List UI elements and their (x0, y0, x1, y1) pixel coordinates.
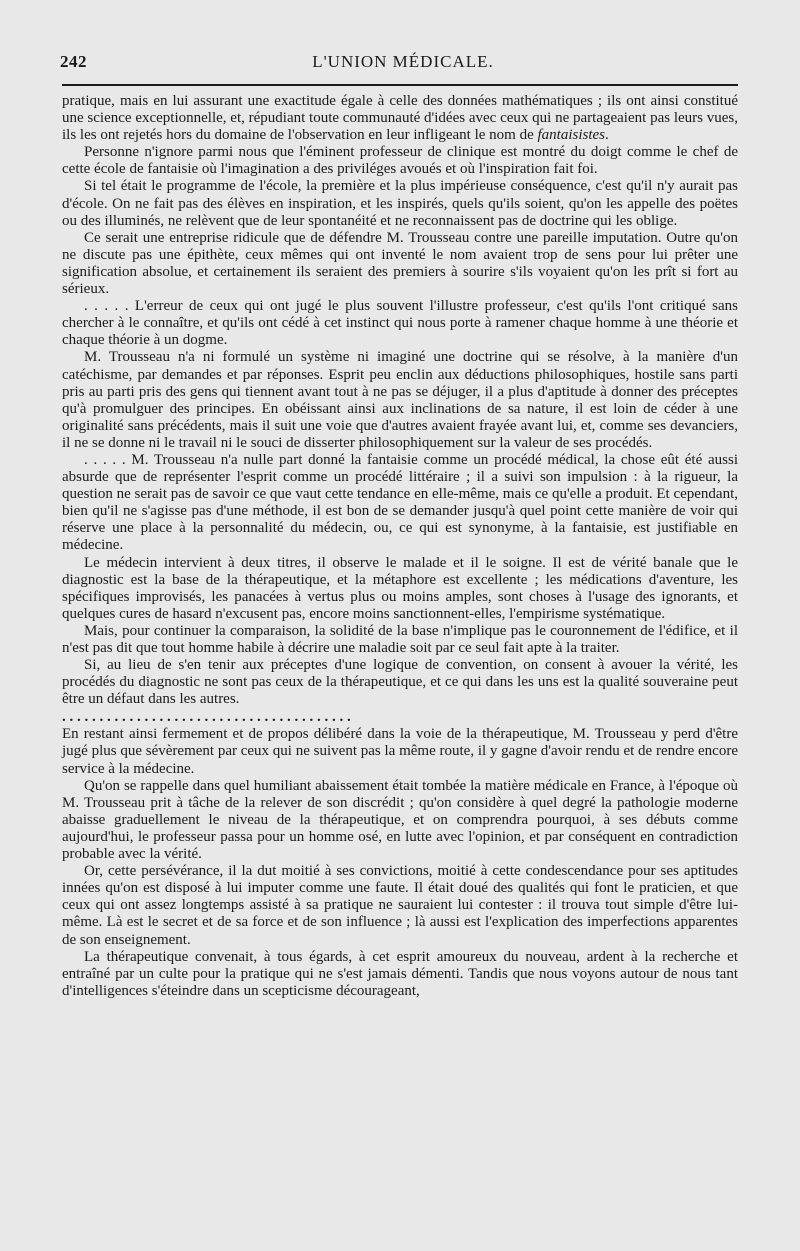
page-number: 242 (60, 52, 87, 71)
paragraph: . . . . . M. Trousseau n'a nulle part donné la fantaisie comme un procédé médical, la chose eût été aussi absurde que de représenter l'esprit comme un procédé littéraire ; il a suivi son impulsion : à la rigueur, la question ne serait pas de savoir ce que vaut cette tendance en elle-même, mais ce qu'elle a produit. Et cependant, bien qu'il ne s'agisse pas d'une méthode, il est bon de se demander jusqu'à quel point cette manière de voir qui réserve une place à la personnalité du médecin, ou, ce qui est synonyme, à la fantaisie, est justifiable en médecine. (62, 451, 738, 554)
paragraph: Le médecin intervient à deux titres, il observe le malade et il le soigne. Il est de vérité banale que le diagnostic est la base de la thérapeutique, et la métaphore est excellente ; les médications d'aventure, les spécifiques improvisés, les panacées à vertus plus ou moins amples, sont choses à l'usage des ignorants, et quelques cures de hasard n'excusent pas, encore moins sanctionnent-elles, l'empirisme systématique. (62, 554, 738, 622)
paragraph: Ce serait une entreprise ridicule que de défendre M. Trousseau contre une pareille imputation. Outre qu'on ne discute pas une épithète, ceux mêmes qui ont inventé le nom avaient trop de sens pour lui prêter une signification absolue, et certainement ils seraient des premiers à sourire s'ils voyaient qu'on les prît si fort au sérieux. (62, 229, 738, 298)
article-body (62, 93, 738, 1000)
paragraph-text: pratique, mais en lui assurant une exactitude égale à celle des données mathématiques ; ils ont ainsi constitué une science exceptionnelle, et, répudiant toute communauté d'idées avec ceux qui ne partageaient pas leurs vues, ils les ont rejetés hors du domaine de l'observation en leur infligeant le nom de (62, 93, 738, 144)
emphasis-term: fantaisistes (537, 127, 606, 144)
paragraph-tail: . (605, 127, 609, 144)
paragraph: Mais, pour continuer la comparaison, la solidité de la base n'implique pas le couronnement de l'édifice, et il n'est pas dit que tout homme habile à décrire une maladie soit par ce seul fait apte à la traiter. (62, 622, 738, 656)
paragraph: Si, au lieu de s'en tenir aux préceptes d'une logique de convention, on consent à avouer la vérité, les procédés du diagnostic ne sont pas ceux de la thérapeutique, et ce qui dans les uns est la qualité souveraine peut être un défaut dans les autres. (62, 657, 738, 708)
paragraph: Si tel était le programme de l'école, la première et la plus impérieuse conséquence, c'est qu'il n'y aurait pas d'école. On ne fait pas des élèves en inspiration, et les inspirés, quels qu'ils soient, qu'on les appelle des poëtes ou des illuminés, ne relèvent que de leur spontanéité et ne reconnaissent pas de doctrine qui les oblige. (62, 178, 738, 229)
paragraph: Qu'on se rappelle dans quel humiliant abaissement était tombée la matière médicale en France, à l'époque où M. Trousseau prit à tâche de la relever de son discrédit ; qu'on considère à quel degré la pathologie moderne abaisse graduellement le niveau de la thérapeutique, et on comprendra pourquoi, à ses débuts comme aujourd'hui, le professeur passa pour un homme osé, en lutte avec l'opinion, et par conséquent en contradiction probable avec la vérité. (62, 777, 738, 863)
paragraph: Or, cette persévérance, il la dut moitié à ses convictions, moitié à cette condescendance pour ses aptitudes innées qu'on est disposé à lui imputer comme une faute. Il était doué des qualités qui font le praticien, et que ceux qui ont assez longtemps assisté à sa pratique ne sauraient lui contester : il trouva tout simple d'être lui-même. Là est le secret et de sa force et de son influence ; là aussi est l'explication des imperfections apparentes de son enseignement. (62, 863, 738, 948)
paragraph: M. Trousseau n'a ni formulé un système ni imaginé une doctrine qui se résolve, à la manière d'un catéchisme, par demandes et par réponses. Esprit peu enclin aux déductions philosophiques, hostile sans parti pris au parti pris des gens qui tiennent avant tout à ne pas se déjuger, il a plus d'aptitude à donner des préceptes qu'à promulguer des principes. En obéissant ainsi aux inclinations de sa nature, il est loin de céder à une originalité sans précédents, mais il suit une voie que d'autres avaient frayée avant lui, et, comme ses devanciers, il ne se donne ni le travail ni le souci de disserter philosophiquement sur la valeur de ses procédés. (62, 349, 738, 451)
running-title: L'UNION MÉDICALE. (312, 52, 494, 71)
page-header (60, 52, 746, 78)
paragraph: Personne n'ignore parmi nous que l'éminent professeur de clinique est montré du doigt comme le chef de cette école de fantaisie où l'imagination a des priviléges avoués et où l'inspiration fait foi. (62, 144, 738, 178)
paragraph (62, 93, 738, 144)
header-rule (62, 84, 738, 86)
section-separator: . . . . . . . . . . . . . . . . . . . . . . . . . . . . . . . . . . . . . . . (62, 708, 351, 725)
paragraph: La thérapeutique convenait, à tous égards, à cet esprit amoureux du nouveau, ardent à la recherche et entraîné par un culte pour la pratique qui ne s'est jamais démenti. Tandis que nous voyons autour de nous tant d'intelligences s'éteindre dans un scepticisme décourageant, (62, 948, 738, 999)
paragraph: En restant ainsi fermement et de propos délibéré dans la voie de la thérapeutique, M. Trousseau y perd d'être jugé plus que sévèrement par ceux qui ne suivent pas la même route, il y gagne d'avoir rendu et de rendre encore service à la médecine. (62, 726, 738, 777)
paragraph: . . . . . L'erreur de ceux qui ont jugé le plus souvent l'illustre professeur, c'est qu'ils l'ont critiqué sans chercher à le connaître, et qu'ils ont cédé à cet instinct qui nous porte à ramener chaque homme à une théorie et chaque théorie à un dogme. (62, 298, 738, 349)
